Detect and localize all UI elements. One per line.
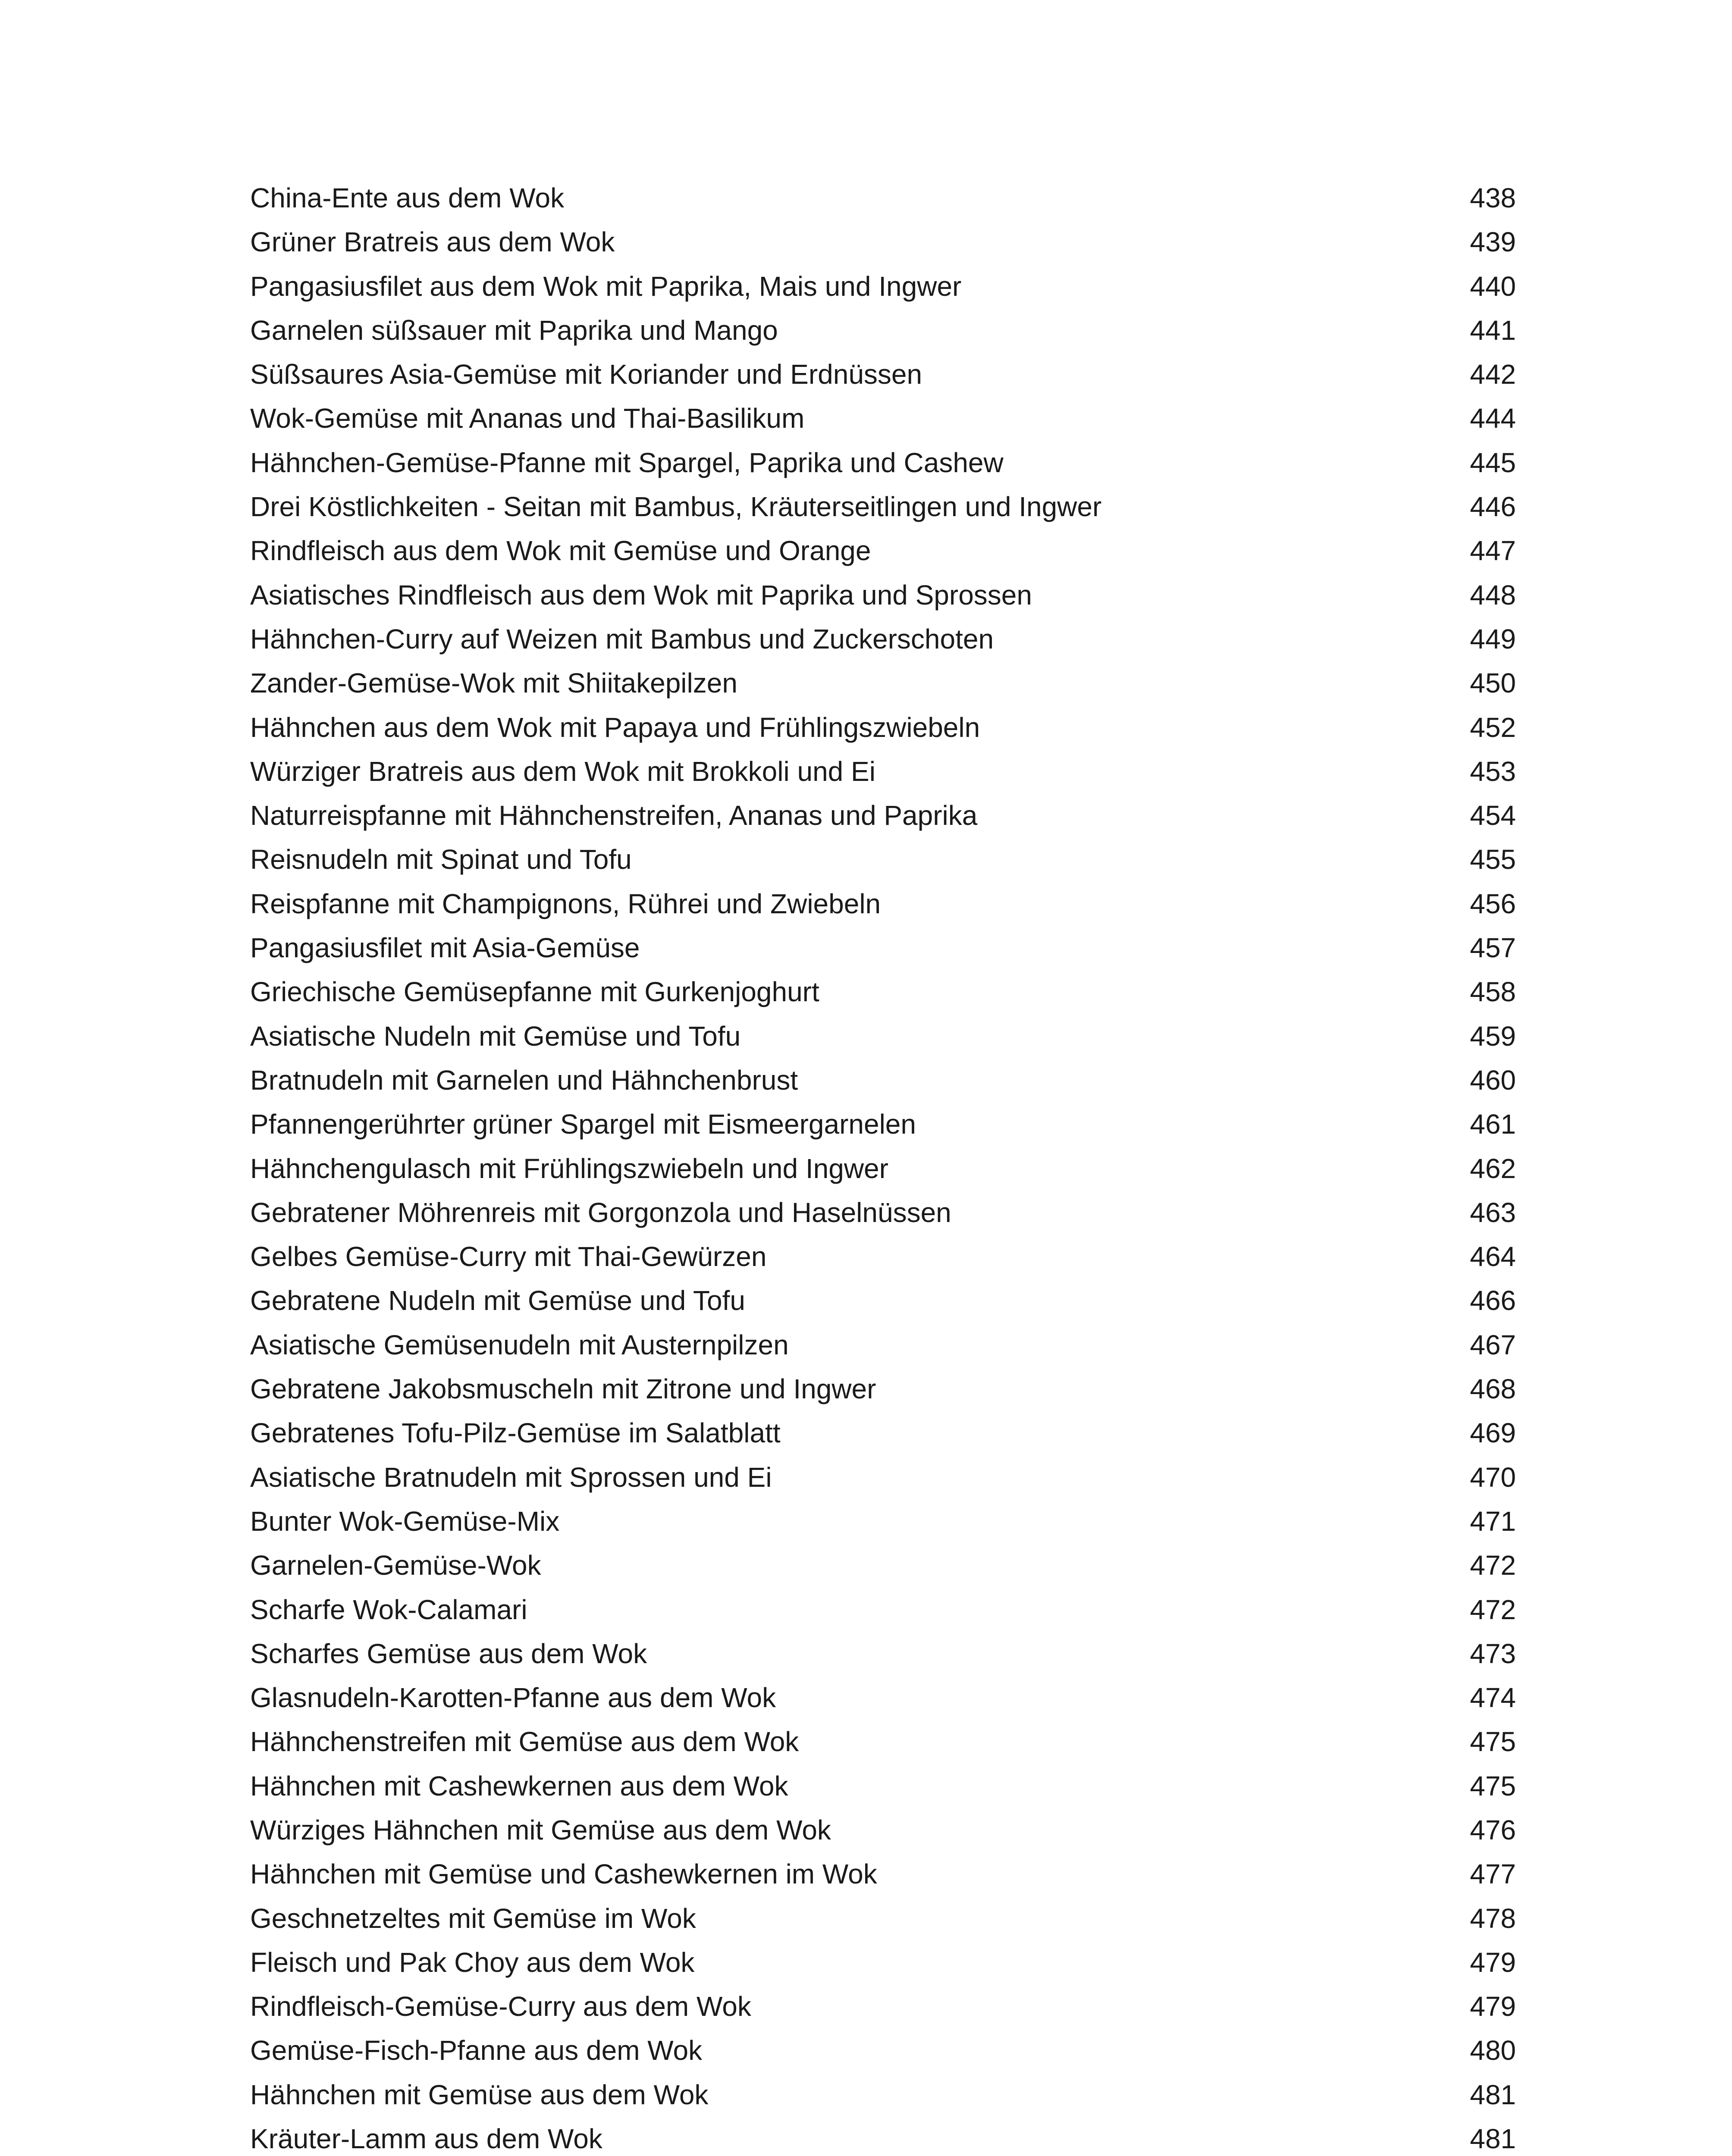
toc-entry-title: Bratnudeln mit Garnelen und Hähnchenbrust (250, 1064, 798, 1096)
toc-entry (250, 1102, 1516, 1146)
toc-entry-title: Gelbes Gemüse-Curry mit Thai-Gewürzen (250, 1241, 767, 1272)
toc-entry-title: Gemüse-Fisch-Pfanne aus dem Wok (250, 2035, 703, 2066)
toc-entry-page: 445 (1470, 447, 1516, 478)
toc-entry (250, 661, 1516, 705)
toc-entry (250, 1455, 1516, 1499)
toc-entry-title: Kräuter-Lamm aus dem Wok (250, 2123, 602, 2155)
toc-entry-page: 450 (1470, 667, 1516, 699)
toc-entry-page: 479 (1470, 1991, 1516, 2022)
toc-entry-page: 459 (1470, 1020, 1516, 1052)
toc-entry (250, 793, 1516, 837)
toc-entry (250, 1147, 1516, 1191)
toc-entry-page: 475 (1470, 1726, 1516, 1758)
toc-entry-title: Drei Köstlichkeiten - Seitan mit Bambus, Kräuterseitlingen und Ingwer (250, 491, 1102, 523)
toc-entry-title: Asiatisches Rindfleisch aus dem Wok mit Paprika und Sprossen (250, 579, 1032, 611)
toc-entry-page: 440 (1470, 270, 1516, 302)
toc-entry-page: 449 (1470, 623, 1516, 655)
toc-entry-title: Garnelen-Gemüse-Wok (250, 1550, 541, 1581)
toc-entry-page: 469 (1470, 1417, 1516, 1449)
toc-entry (250, 1764, 1516, 1808)
toc-entry-page: 454 (1470, 800, 1516, 831)
toc-entry-page: 460 (1470, 1064, 1516, 1096)
toc-entry-page: 466 (1470, 1285, 1516, 1316)
toc-entry-title: Naturreispfanne mit Hähnchenstreifen, Ananas und Paprika (250, 800, 978, 831)
toc-entry-title: Hähnchenstreifen mit Gemüse aus dem Wok (250, 1726, 799, 1758)
table-of-contents (250, 176, 1516, 2156)
toc-entry-page: 464 (1470, 1241, 1516, 1272)
toc-entry-page: 467 (1470, 1329, 1516, 1360)
toc-entry (250, 926, 1516, 970)
toc-entry (250, 705, 1516, 749)
toc-entry (250, 1676, 1516, 1720)
toc-entry-title: Pfannengerührter grüner Spargel mit Eismeergarnelen (250, 1109, 916, 1140)
toc-entry-title: Hähnchen mit Gemüse und Cashewkernen im Wok (250, 1858, 877, 1890)
toc-entry-page: 438 (1470, 182, 1516, 213)
toc-entry (250, 264, 1516, 308)
toc-entry-title: Gebratene Nudeln mit Gemüse und Tofu (250, 1285, 745, 1316)
toc-entry (250, 1543, 1516, 1587)
toc-entry (250, 1323, 1516, 1367)
toc-entry-title: Wok-Gemüse mit Ananas und Thai-Basilikum (250, 403, 805, 434)
toc-entry-title: Hähnchen mit Cashewkernen aus dem Wok (250, 1770, 788, 1802)
toc-entry-page: 468 (1470, 1373, 1516, 1405)
toc-entry-title: Hähnchen-Curry auf Weizen mit Bambus und Zuckerschoten (250, 623, 994, 655)
toc-entry (250, 441, 1516, 485)
toc-entry-title: Gebratenes Tofu-Pilz-Gemüse im Salatblatt (250, 1417, 781, 1449)
toc-entry (250, 2117, 1516, 2156)
toc-entry-title: Bunter Wok-Gemüse-Mix (250, 1505, 560, 1537)
toc-entry-page: 480 (1470, 2035, 1516, 2066)
toc-entry-page: 452 (1470, 711, 1516, 743)
toc-entry-title: Würziger Bratreis aus dem Wok mit Brokkoli und Ei (250, 755, 875, 787)
toc-entry-page: 439 (1470, 226, 1516, 258)
toc-entry-title: Süßsaures Asia-Gemüse mit Koriander und Erdnüssen (250, 359, 922, 390)
toc-entry-title: Asiatische Gemüsenudeln mit Austernpilzen (250, 1329, 789, 1360)
toc-entry-page: 441 (1470, 314, 1516, 346)
toc-entry (250, 882, 1516, 926)
toc-entry-page: 470 (1470, 1461, 1516, 1493)
toc-entry (250, 529, 1516, 573)
toc-entry-page: 481 (1470, 2079, 1516, 2110)
toc-entry-title: Zander-Gemüse-Wok mit Shiitakepilzen (250, 667, 737, 699)
toc-entry-title: Asiatische Bratnudeln mit Sprossen und Ei (250, 1461, 772, 1493)
toc-entry-title: Hähnchengulasch mit Frühlingszwiebeln und Ingwer (250, 1153, 888, 1184)
toc-entry (250, 1411, 1516, 1455)
toc-entry (250, 1367, 1516, 1411)
toc-entry (250, 749, 1516, 793)
toc-entry (250, 1720, 1516, 1764)
toc-entry (250, 1852, 1516, 1896)
toc-entry (250, 1235, 1516, 1279)
toc-entry-page: 444 (1470, 403, 1516, 434)
toc-entry-page: 472 (1470, 1550, 1516, 1581)
toc-entry-page: 479 (1470, 1946, 1516, 1978)
toc-entry-title: China-Ente aus dem Wok (250, 182, 565, 213)
toc-entry-page: 462 (1470, 1153, 1516, 1184)
toc-entry (250, 1499, 1516, 1543)
toc-entry-title: Würziges Hähnchen mit Gemüse aus dem Wok (250, 1814, 831, 1846)
toc-entry-page: 458 (1470, 976, 1516, 1008)
toc-entry (250, 2073, 1516, 2117)
toc-entry-title: Pangasiusfilet aus dem Wok mit Paprika, Mais und Ingwer (250, 270, 962, 302)
toc-entry (250, 396, 1516, 440)
toc-entry (250, 1191, 1516, 1235)
toc-entry-page: 463 (1470, 1197, 1516, 1228)
toc-entry-page: 476 (1470, 1814, 1516, 1846)
toc-entry (250, 485, 1516, 529)
toc-entry-page: 448 (1470, 579, 1516, 611)
toc-entry (250, 1058, 1516, 1102)
toc-entry-title: Fleisch und Pak Choy aus dem Wok (250, 1946, 695, 1978)
toc-entry-title: Scharfe Wok-Calamari (250, 1594, 527, 1625)
toc-entry-title: Grüner Bratreis aus dem Wok (250, 226, 615, 258)
toc-entry-title: Reisnudeln mit Spinat und Tofu (250, 844, 632, 875)
toc-entry-page: 461 (1470, 1109, 1516, 1140)
toc-entry (250, 1940, 1516, 1984)
toc-entry-title: Reispfanne mit Champignons, Rührei und Zwiebeln (250, 888, 881, 919)
toc-entry (250, 837, 1516, 881)
toc-entry (250, 1896, 1516, 1940)
toc-entry-page: 456 (1470, 888, 1516, 919)
toc-entry-title: Griechische Gemüsepfanne mit Gurkenjoghurt (250, 976, 819, 1008)
toc-entry-page: 471 (1470, 1505, 1516, 1537)
toc-entry-title: Rindfleisch-Gemüse-Curry aus dem Wok (250, 1991, 751, 2022)
toc-entry-title: Pangasiusfilet mit Asia-Gemüse (250, 932, 640, 964)
toc-entry (250, 308, 1516, 352)
toc-entry-title: Hähnchen-Gemüse-Pfanne mit Spargel, Paprika und Cashew (250, 447, 1004, 478)
toc-entry-page: 478 (1470, 1902, 1516, 1934)
toc-entry-page: 472 (1470, 1594, 1516, 1625)
toc-entry-page: 455 (1470, 844, 1516, 875)
toc-entry-page: 481 (1470, 2123, 1516, 2155)
toc-entry-title: Hähnchen aus dem Wok mit Papaya und Frühlingszwiebeln (250, 711, 980, 743)
toc-entry-page: 453 (1470, 755, 1516, 787)
toc-entry-page: 474 (1470, 1682, 1516, 1714)
toc-entry-title: Geschnetzeltes mit Gemüse im Wok (250, 1902, 696, 1934)
toc-entry-title: Garnelen süßsauer mit Paprika und Mango (250, 314, 778, 346)
toc-entry-title: Glasnudeln-Karotten-Pfanne aus dem Wok (250, 1682, 776, 1714)
toc-entry-page: 477 (1470, 1858, 1516, 1890)
toc-entry (250, 970, 1516, 1014)
toc-entry-page: 442 (1470, 359, 1516, 390)
toc-entry (250, 2028, 1516, 2072)
toc-entry (250, 1588, 1516, 1632)
toc-entry-page: 457 (1470, 932, 1516, 964)
toc-entry (250, 352, 1516, 396)
toc-entry-title: Hähnchen mit Gemüse aus dem Wok (250, 2079, 709, 2110)
toc-entry-page: 446 (1470, 491, 1516, 523)
toc-entry-page: 475 (1470, 1770, 1516, 1802)
toc-entry-title: Rindfleisch aus dem Wok mit Gemüse und Orange (250, 535, 871, 567)
toc-entry (250, 1279, 1516, 1322)
toc-entry-title: Gebratene Jakobsmuscheln mit Zitrone und Ingwer (250, 1373, 876, 1405)
toc-entry-page: 473 (1470, 1638, 1516, 1669)
toc-entry (250, 573, 1516, 617)
toc-entry (250, 617, 1516, 661)
toc-entry (250, 1984, 1516, 2028)
toc-entry (250, 1632, 1516, 1676)
toc-entry (250, 220, 1516, 264)
toc-entry (250, 1014, 1516, 1058)
toc-entry-title: Asiatische Nudeln mit Gemüse und Tofu (250, 1020, 741, 1052)
toc-entry (250, 176, 1516, 220)
toc-entry-page: 447 (1470, 535, 1516, 567)
toc-entry-title: Gebratener Möhrenreis mit Gorgonzola und Haselnüssen (250, 1197, 951, 1228)
toc-entry-title: Scharfes Gemüse aus dem Wok (250, 1638, 647, 1669)
toc-entry (250, 1808, 1516, 1852)
